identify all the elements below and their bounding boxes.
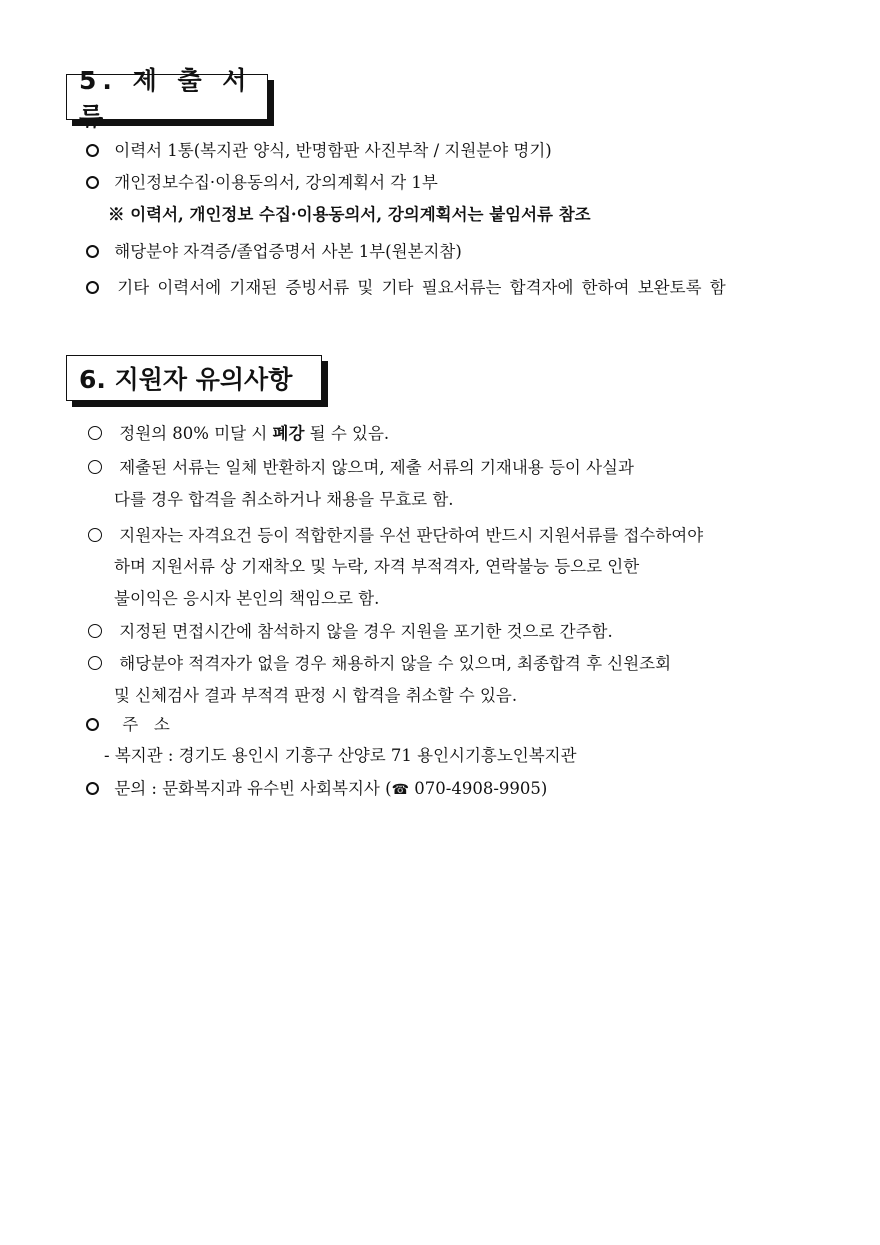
bullet-circle-icon (86, 718, 99, 731)
list-item-text: 정원의 80% 미달 시 (119, 424, 273, 443)
bullet-circle-icon (88, 460, 102, 474)
note-line (108, 205, 591, 225)
list-item (88, 424, 389, 444)
bullet-circle-icon (88, 528, 102, 542)
list-item-continuation (114, 557, 639, 577)
list-item-continuation (114, 589, 379, 609)
list-item (86, 242, 462, 262)
phone-icon: ☎ (391, 782, 410, 798)
list-item (86, 141, 552, 161)
bullet-circle-icon (88, 426, 102, 440)
list-item (88, 654, 671, 674)
section-5-title (66, 66, 268, 131)
bullet-circle-icon (86, 782, 99, 795)
bullet-circle-icon (86, 281, 99, 294)
bullet-circle-icon (86, 245, 99, 258)
list-item (86, 173, 438, 193)
address-label: 주 소 (122, 715, 170, 734)
note-text: ※ 이력서, 개인정보 수집·이용동의서, 강의계획서는 붙임서류 참조 (108, 205, 591, 224)
address-text: - 복지관 : 경기도 용인시 기흥구 산양로 71 용인시기흥노인복지관 (104, 746, 577, 765)
bullet-circle-icon (88, 624, 102, 638)
bullet-circle-icon (86, 176, 99, 189)
list-item-text: 기타 이력서에 기재된 증빙서류 및 기타 필요서류는 합격자에 한하여 보완토록 함 (117, 278, 726, 297)
bullet-circle-icon (88, 656, 102, 670)
list-item (86, 779, 547, 800)
list-item (86, 715, 170, 735)
list-item (88, 458, 634, 478)
list-item-text: 제출된 서류는 일체 반환하지 않으며, 제출 서류의 기재내용 등이 사실과 (119, 458, 634, 477)
list-item-text: 개인정보수집·이용동의서, 강의계획서 각 1부 (114, 173, 438, 192)
section-5-title-text: 5. 제 출 서 류 (79, 66, 253, 131)
list-item-text: 이력서 1통(복지관 양식, 반명함판 사진부착 / 지원분야 명기) (114, 141, 552, 160)
list-item-text: 하며 지원서류 상 기재착오 및 누락, 자격 부적격자, 연락불능 등으로 인한 (114, 557, 640, 576)
list-item-text: 다를 경우 합격을 취소하거나 채용을 무효로 함. (114, 490, 454, 509)
section-6-title-text: 6. 지원자 유의사항 (79, 365, 293, 394)
section-6-title (66, 355, 322, 401)
list-item-text-end: 될 수 있음. (304, 424, 390, 443)
contact-phone: 070-4908-9905) (409, 779, 548, 798)
emphasis-text: 폐강 (272, 424, 305, 443)
list-item-text: 지정된 면접시간에 참석하지 않을 경우 지원을 포기한 것으로 간주함. (119, 622, 613, 641)
list-item-text: 해당분야 자격증/졸업증명서 사본 1부(원본지참) (114, 242, 462, 261)
list-item-continuation (114, 490, 454, 510)
list-item-text: 불이익은 응시자 본인의 책임으로 함. (114, 589, 380, 608)
address-line (104, 746, 577, 766)
bullet-circle-icon (86, 144, 99, 157)
list-item (88, 622, 613, 642)
list-item-text: 해당분야 적격자가 없을 경우 채용하지 않을 수 있으며, 최종합격 후 신원조회 (119, 654, 672, 673)
list-item-text: 지원자는 자격요건 등이 적합한지를 우선 판단하여 반드시 지원서류를 접수하여야 (119, 526, 704, 545)
list-item-text: 및 신체검사 결과 부적격 판정 시 합격을 취소할 수 있음. (114, 686, 518, 705)
list-item (86, 278, 726, 298)
list-item (88, 526, 703, 546)
contact-text: 문의 : 문화복지과 유수빈 사회복지사 ( (114, 779, 392, 798)
list-item-continuation (114, 686, 517, 706)
